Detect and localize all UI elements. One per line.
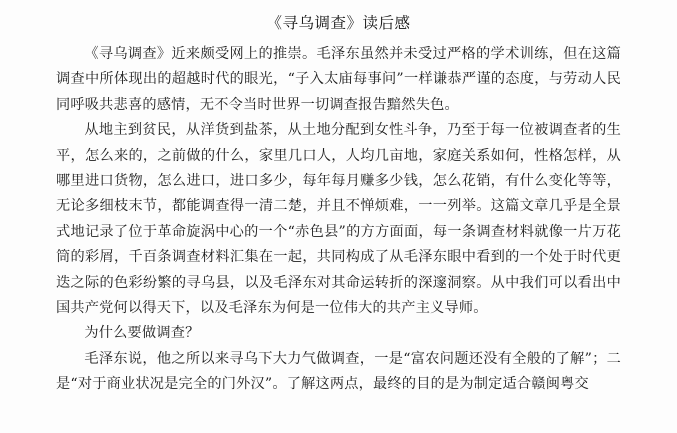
paragraph-2: 从地主到贫民，从洋货到盐茶，从土地分配到女性斗争，乃至于每一位被调查者的生平，怎么来的，之前做的什么，家里几口人，人均几亩地，家庭关系如何，性格怎样，从哪里进口货物，怎么进口，进口多少，每年每月赚多少钱，怎么花销，有什么变化等等，无论多细枝末节，都能调查得一清二楚，并且不惮烦难，一一列举。这篇文章几乎是全景式地记录了位于革命旋涡中心的一个“赤色县”的方方面面，每一条调查材料就像一片万花筒的彩屑，千百条调查材料汇集在一起，共同构成了从毛泽东眼中看到的一个处于时代更迭之际的色彩纷繁的寻乌县，以及毛泽东对其命运转折的深邃洞察。从中我们可以看出中国共产党何以得天下，以及毛泽东为何是一位伟大的共产主义导师。 xyxy=(56,122,621,317)
paragraph-3: 为什么要做调查？ xyxy=(84,325,200,342)
page-title: 《寻乌调查》读后感 xyxy=(266,14,411,32)
page-bottom-fade xyxy=(0,423,677,433)
paragraph-1: 《寻乌调查》近来颇受网上的推崇。毛泽东虽然并未受过严格的学术训练，但在这篇调查中所体现出的超越时代的眼光，“子入太庙每事问”一样谦恭严谨的态度，与劳动人民同呼吸共悲喜的感情，无不令当时世界一切调查报告黯然失色。 xyxy=(56,46,621,113)
paragraph-4: 毛泽东说，他之所以来寻乌下大力气做调查，一是“富农问题还没有全般的了解”；二是“对于商业状况是完全的门外汉”。了解这两点，最终的目的是为制定适合赣闽粤交 xyxy=(56,350,621,393)
